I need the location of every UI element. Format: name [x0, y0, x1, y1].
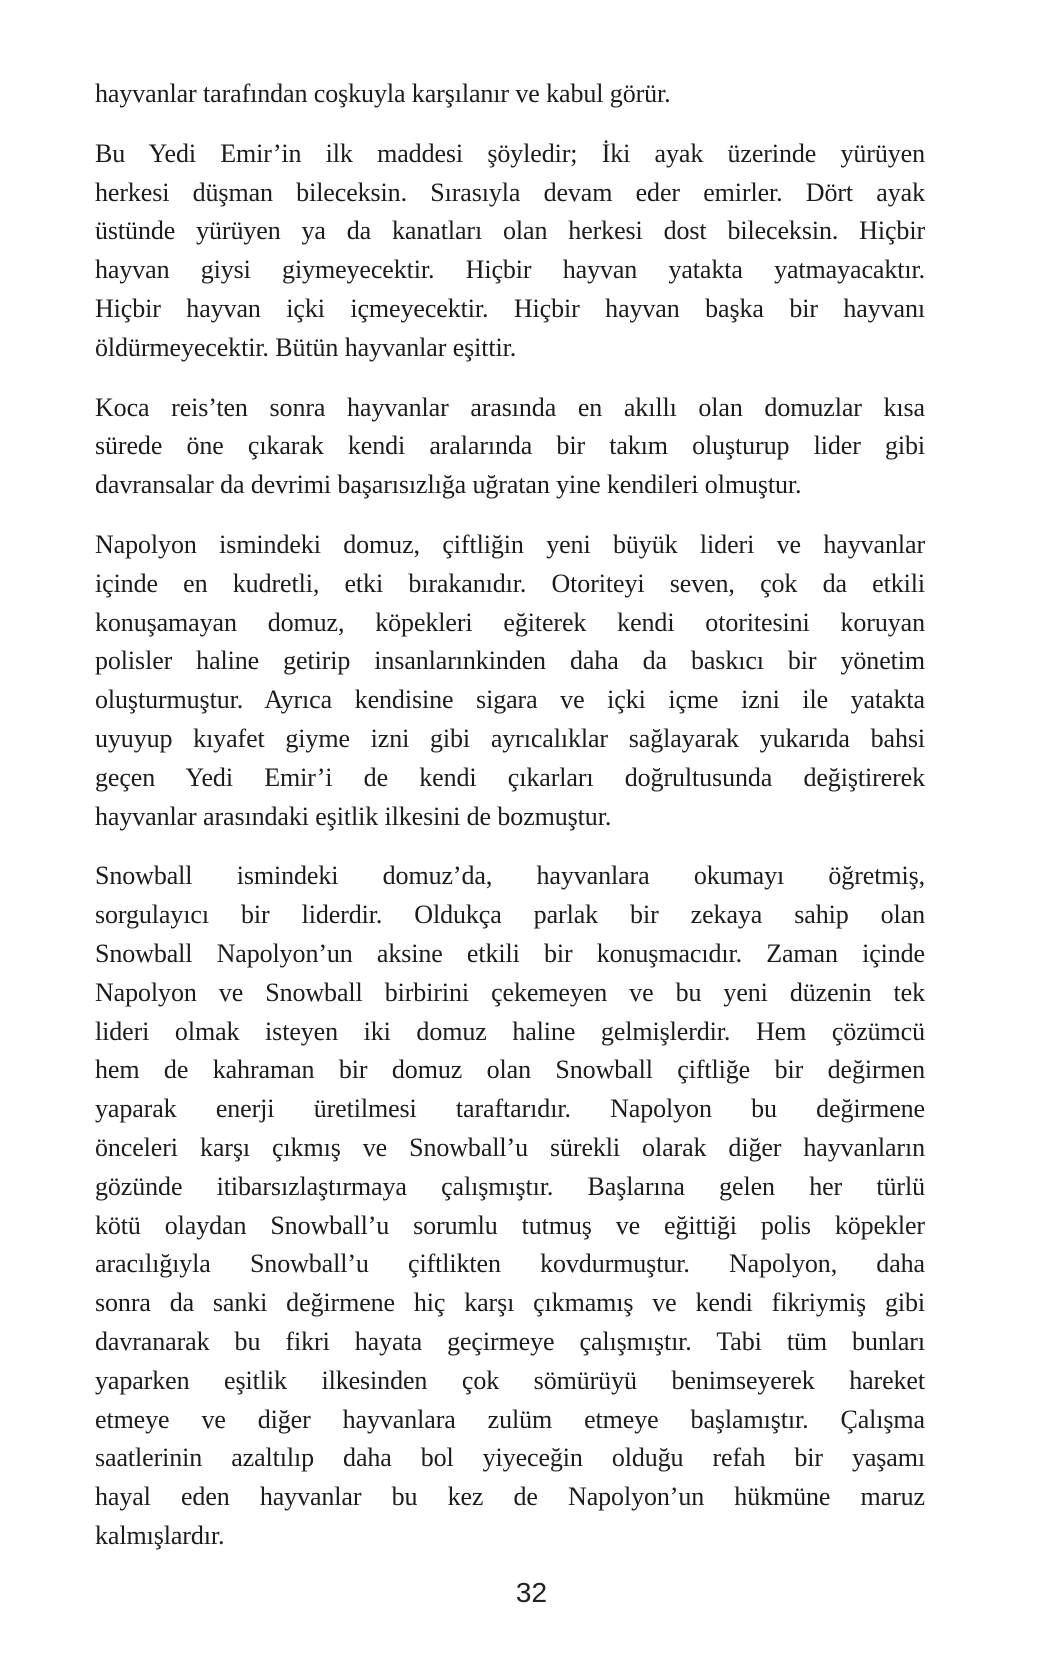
text-line: aracılığıyla Snowball’u çiftlikten kovdurmuştur. Napolyon, daha: [95, 1249, 925, 1279]
paragraph: [95, 389, 925, 505]
text-line: polisler haline getirip insanlarınkinden daha da baskıcı bir yönetim: [95, 646, 925, 676]
text-line: kalmışlardır.: [95, 1520, 225, 1550]
text-line: yaparken eşitlik ilkesinden çok sömürüyü benimseyerek hareket: [95, 1365, 925, 1395]
text-line: hayvanlar tarafından coşkuyla karşılanır ve kabul görür.: [95, 79, 671, 108]
text-line: Bu Yedi Emir’in ilk maddesi şöyledir; İki ayak üzerinde yürüyen: [95, 138, 925, 168]
text-line: hayvan giysi giymeyecektir. Hiçbir hayvan yatakta yatmayacaktır.: [95, 255, 925, 285]
text-line: önceleri karşı çıkmış ve Snowball’u sürekli olarak diğer hayvanların: [95, 1132, 925, 1162]
text-line: sorgulayıcı bir liderdir. Oldukça parlak bir zekaya sahip olan: [95, 900, 925, 930]
text-line: hem de kahraman bir domuz olan Snowball çiftliğe bir değirmen: [95, 1055, 925, 1085]
text-line: Snowball ismindeki domuz’da, hayvanlara okumayı öğretmiş,: [95, 861, 925, 891]
text-line: Napolyon ismindeki domuz, çiftliğin yeni büyük lideri ve hayvanlar: [95, 529, 925, 559]
text-line: Snowball Napolyon’un aksine etkili bir konuşmacıdır. Zaman içinde: [95, 938, 925, 968]
text-line: oluşturmuştur. Ayrıca kendisine sigara ve içki içme izni ile yatakta: [95, 685, 925, 715]
paragraph: [95, 75, 925, 114]
text-line: Koca reis’ten sonra hayvanlar arasında en akıllı olan domuzlar kısa: [95, 392, 925, 422]
text-line: konuşamayan domuz, köpekleri eğiterek kendi otoritesini koruyan: [95, 607, 925, 637]
text-line: içinde en kudretli, etki bırakanıdır. Otoriteyi seven, çok da etkili: [95, 568, 925, 598]
text-line: uyuyup kıyafet giyme izni gibi ayrıcalıklar sağlayarak yukarıda bahsi: [95, 723, 925, 753]
text-line: etmeye ve diğer hayvanlara zulüm etmeye başlamıştır. Çalışma: [95, 1404, 925, 1434]
text-line: gözünde itibarsızlaştırmaya çalışmıştır. Başlarına gelen her türlü: [95, 1171, 925, 1201]
paragraph: [95, 526, 925, 836]
text-line: kötü olaydan Snowball’u sorumlu tutmuş ve eğittiği polis köpekler: [95, 1210, 925, 1240]
text-line: öldürmeyecektir. Bütün hayvanlar eşittir.: [95, 332, 517, 362]
page-number: 32: [515, 1577, 548, 1608]
paragraph: [95, 135, 925, 368]
text-line: Napolyon ve Snowball birbirini çekemeyen ve bu yeni düzenin tek: [95, 977, 925, 1007]
paragraph: [95, 857, 925, 1555]
text-line: sürede öne çıkarak kendi aralarında bir takım oluşturup lider gibi: [95, 431, 925, 461]
text-line: sonra da sanki değirmene hiç karşı çıkmamış ve kendi fikriymiş gibi: [95, 1288, 925, 1318]
text-line: üstünde yürüyen ya da kanatları olan herkesi dost bileceksin. Hiçbir: [95, 216, 925, 246]
text-line: hayvanlar arasındaki eşitlik ilkesini de bozmuştur.: [95, 801, 612, 831]
page-text: [95, 75, 925, 1556]
text-line: Hiçbir hayvan içki içmeyecektir. Hiçbir hayvan başka bir hayvanı: [95, 293, 925, 323]
text-line: davransalar da devrimi başarısızlığa uğratan yine kendileri olmuştur.: [95, 470, 802, 500]
text-line: davranarak bu fikri hayata geçirmeye çalışmıştır. Tabi tüm bunları: [95, 1326, 925, 1356]
text-line: saatlerinin azaltılıp daha bol yiyeceğin olduğu refah bir yaşamı: [95, 1443, 925, 1473]
text-line: lideri olmak isteyen iki domuz haline gelmişlerdir. Hem çözümcü: [95, 1016, 925, 1046]
text-line: hayal eden hayvanlar bu kez de Napolyon’un hükmüne maruz: [95, 1482, 925, 1512]
text-line: geçen Yedi Emir’i de kendi çıkarları doğrultusunda değiştirerek: [95, 762, 925, 792]
text-line: herkesi düşman bileceksin. Sırasıyla devam eder emirler. Dört ayak: [95, 177, 925, 207]
text-line: yaparak enerji üretilmesi taraftarıdır. Napolyon bu değirmene: [95, 1094, 925, 1124]
